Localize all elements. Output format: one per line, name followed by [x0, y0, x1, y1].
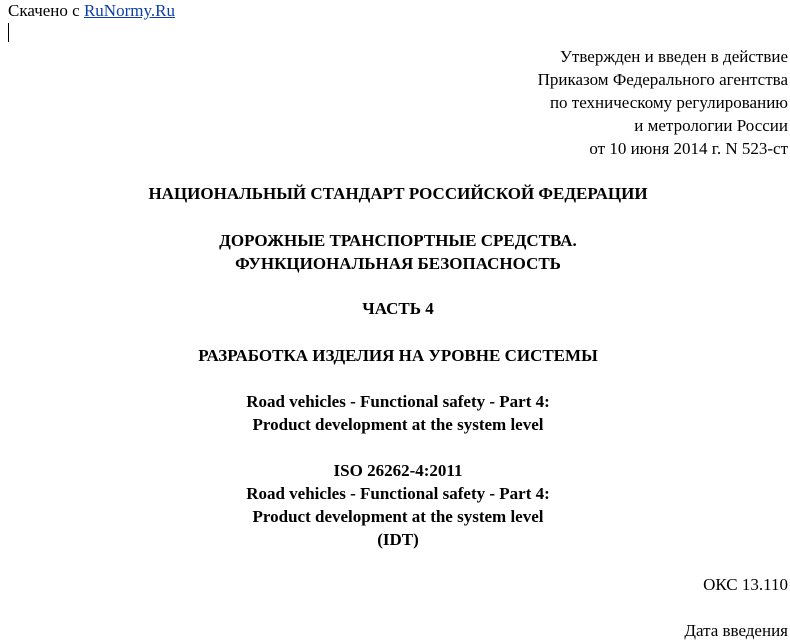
- iso-degree: (IDT): [377, 530, 419, 549]
- english-title-line: Road vehicles - Functional safety - Part 4:: [246, 392, 550, 411]
- iso-reference: [0, 459, 790, 551]
- english-title-line: Product development at the system level: [252, 415, 544, 434]
- approval-line: по техническому регулированию: [549, 93, 788, 112]
- part-number: ЧАСТЬ 4: [362, 299, 434, 318]
- standard-title: [0, 229, 790, 275]
- intro-date-label: Дата введения: [684, 621, 788, 640]
- title-line: ФУНКЦИОНАЛЬНАЯ БЕЗОПАСНОСТЬ: [235, 254, 561, 273]
- standard-type: НАЦИОНАЛЬНЫЙ СТАНДАРТ РОССИЙСКОЙ ФЕДЕРАЦИИ: [148, 184, 648, 203]
- approval-block: [538, 45, 788, 160]
- iso-title-line: Road vehicles - Functional safety - Part 4:: [246, 484, 550, 503]
- runormy-link[interactable]: RuNormy.Ru: [83, 1, 175, 20]
- source-line: [8, 1, 175, 21]
- okc-code: ОКС 13.110: [703, 575, 788, 594]
- english-title: [0, 390, 790, 436]
- approval-line: от 10 июня 2014 г. N 523-ст: [589, 139, 788, 158]
- approval-line: Приказом Федерального агентства: [537, 70, 788, 89]
- approval-line: и метрологии России: [634, 116, 788, 135]
- iso-code: ISO 26262-4:2011: [333, 461, 463, 480]
- title-line: ДОРОЖНЫЕ ТРАНСПОРТНЫЕ СРЕДСТВА.: [219, 231, 577, 250]
- standard-subtitle: РАЗРАБОТКА ИЗДЕЛИЯ НА УРОВНЕ СИСТЕМЫ: [198, 346, 598, 365]
- text-cursor: [8, 23, 9, 42]
- iso-title-line: Product development at the system level: [252, 507, 544, 526]
- approval-line: Утвержден и введен в действие: [559, 47, 788, 66]
- source-prefix: Скачено с: [8, 1, 84, 20]
